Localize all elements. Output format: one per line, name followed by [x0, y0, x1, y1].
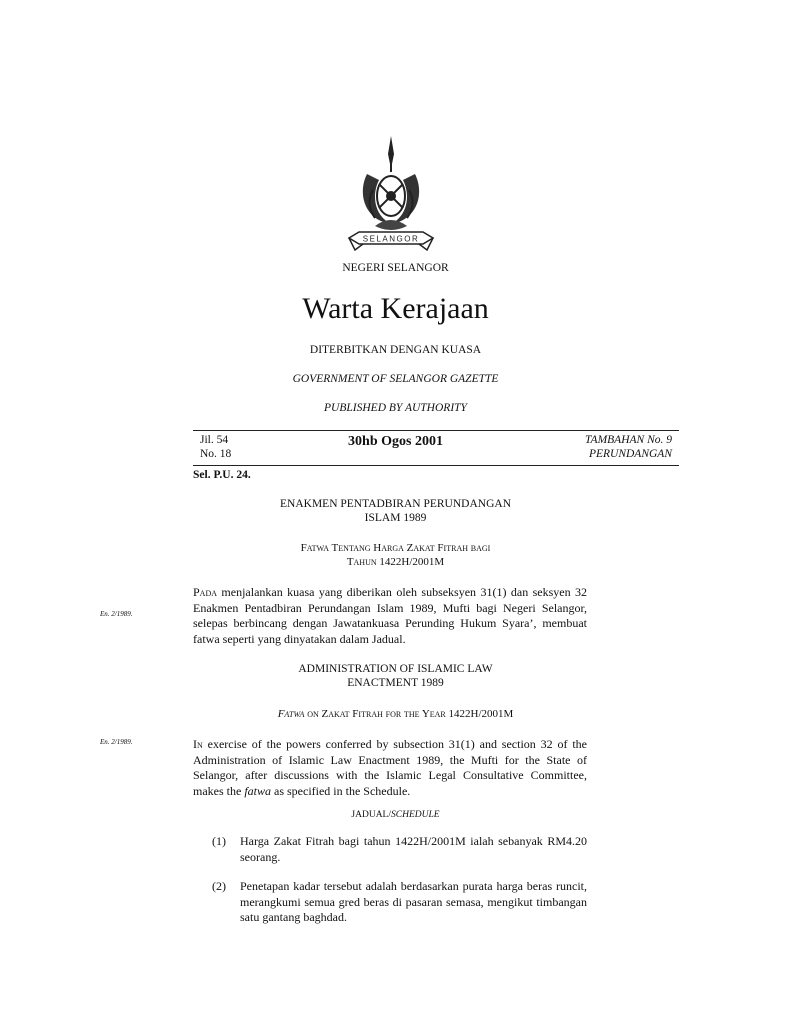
schedule-item: [212, 834, 587, 866]
malay-margin-note: En. 2/1989.: [100, 610, 133, 618]
masthead-top-rule: [193, 430, 679, 431]
malay-paragraph-lead: Pada: [193, 585, 218, 599]
malay-paragraph: [193, 585, 587, 647]
schedule-item-text: Penetapan kadar tersebut adalah berdasarkan purata harga beras runcit, merangkumi semua gred beras di pasaran semasa, mengikut timbangan satu gantang baghdad.: [240, 879, 587, 924]
schedule-heading: [0, 810, 791, 820]
supplement-category: PERUNDANGAN: [588, 448, 672, 460]
crest-ribbon-label: SELANGOR: [362, 234, 420, 244]
schedule-item-number: (1): [212, 834, 226, 848]
subtitle-malay: DITERBITKAN DENGAN KUASA: [309, 344, 482, 356]
schedule-heading-english: SCHEDULE: [391, 810, 440, 820]
malay-paragraph-body: menjalankan kuasa yang diberikan oleh subseksyen 31(1) dan seksyen 32 Enakmen Pentadbiran Perundangan Islam 1989, Mufti bagi Negeri Selangor, selepas berbincang dengan Jawatankuasa Perunding Hukum Syara’, membuat fatwa seperti yang dinyatakan dalam Jadual.: [193, 585, 587, 646]
subtitle-authority: PUBLISHED BY AUTHORITY: [324, 402, 467, 414]
english-act-title-line2: ENACTMENT 1989: [347, 677, 444, 689]
publication-reference: Sel. P.U. 24.: [193, 469, 251, 481]
gazette-title: Warta Kerajaan: [302, 292, 489, 325]
state-name: NEGERI SELANGOR: [342, 262, 449, 274]
english-paragraph: [193, 737, 587, 799]
schedule-heading-malay: JADUAL/: [351, 810, 392, 820]
english-act-title-line1: ADMINISTRATION OF ISLAMIC LAW: [298, 663, 493, 675]
english-fatwa-word: Fatwa: [277, 708, 305, 720]
english-fatwa-title: [0, 708, 791, 720]
english-paragraph-lead: In: [193, 737, 203, 751]
issue-number: No. 18: [200, 448, 232, 460]
malay-fatwa-title-line2: Tahun 1422H/2001M: [346, 556, 445, 568]
schedule-item: [212, 879, 587, 927]
masthead-bottom-rule: [193, 465, 679, 466]
english-fatwa-rest: on Zakat Fitrah for the Year 1422H/2001M: [304, 708, 514, 720]
supplement-number: TAMBAHAN No. 9: [585, 434, 672, 446]
malay-act-title-line1: ENAKMEN PENTADBIRAN PERUNDANGAN: [280, 498, 511, 510]
subtitle-english: GOVERNMENT OF SELANGOR GAZETTE: [292, 373, 499, 385]
issue-date: 30hb Ogos 2001: [348, 434, 443, 449]
english-margin-note: En. 2/1989.: [100, 738, 133, 746]
selangor-crest-emblem: [345, 134, 437, 256]
english-paragraph-part2: as specified in the Schedule.: [271, 783, 411, 798]
volume-number: Jil. 54: [200, 434, 229, 446]
malay-act-title-line2: ISLAM 1989: [364, 512, 427, 524]
malay-fatwa-title-line1: Fatwa Tentang Harga Zakat Fitrah bagi: [300, 542, 491, 554]
english-paragraph-part1: exercise of the powers conferred by subsection 31(1) and section 32 of the Administration of Islamic Law Enactment 1989, the Mufti for the State of Selangor, after discussions with the Islamic Legal Consultative Committee, makes the: [193, 737, 587, 798]
schedule-item-text: Harga Zakat Fitrah bagi tahun 1422H/2001M ialah sebanyak RM4.20 seorang.: [240, 834, 587, 864]
schedule-item-number: (2): [212, 879, 226, 893]
english-paragraph-italic: fatwa: [244, 783, 271, 798]
